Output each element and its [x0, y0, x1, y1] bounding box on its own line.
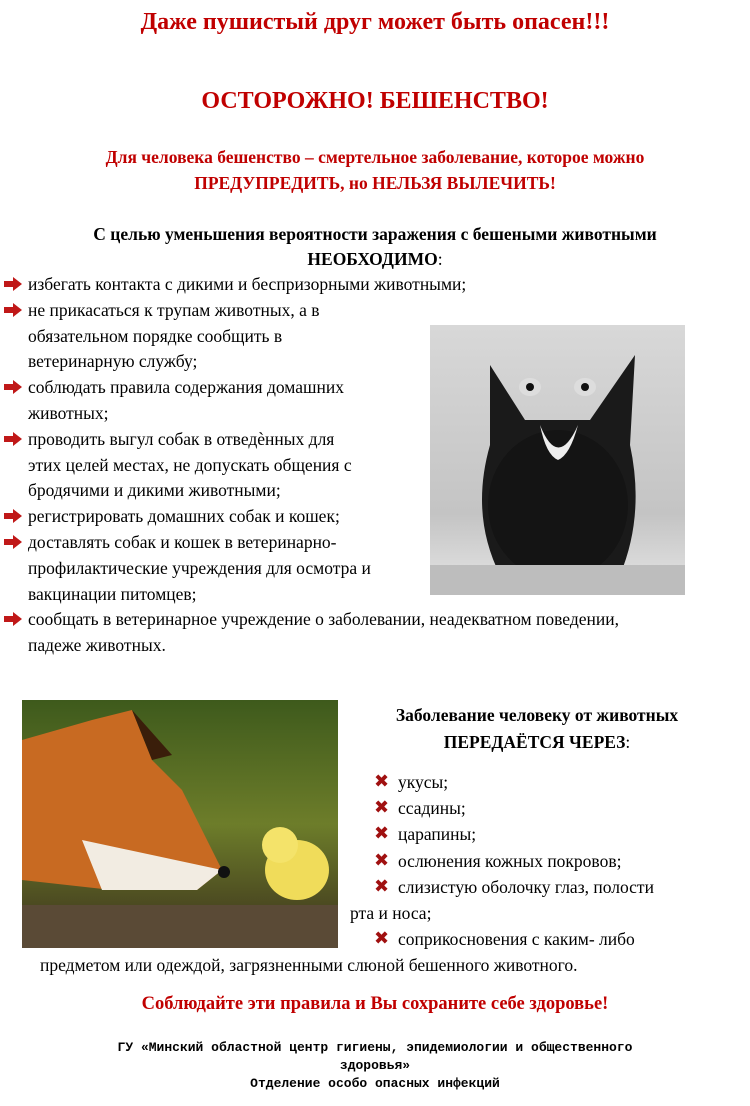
prevention-item-line: сообщать в ветеринарное учреждение о заболевании, неадекватном поведении, — [28, 609, 619, 630]
prevention-item-line: доставлять собак и кошек в ветеринарно- — [28, 532, 337, 552]
red-arrow-bullet-icon — [4, 535, 22, 549]
red-arrow-bullet-icon — [4, 509, 22, 523]
warning-heading: ОСТОРОЖНО! БЕШЕНСТВО! — [201, 88, 549, 114]
transmission-item: ссадины; — [398, 798, 466, 818]
prevention-item-line: ветеринарную службу; — [28, 351, 198, 372]
prevention-item-line: бродячими и дикими животными; — [28, 480, 281, 501]
red-x-bullet-icon: ✖ — [374, 928, 390, 949]
prevention-heading-line-1: С целью уменьшения вероятности заражения с бешеными животными — [93, 224, 657, 244]
transmission-heading-line-1: Заболевание человеку от животных — [395, 705, 679, 725]
prevention-item-line: проводить выгул собак в отведѐнных для — [28, 428, 335, 449]
red-x-bullet-icon: ✖ — [374, 771, 390, 792]
prevention-item-line: избегать контакта с дикими и беспризорными животными; — [28, 274, 467, 294]
prevention-item-line: регистрировать домашних собак и кошек; — [28, 506, 340, 527]
prevention-item-line: соблюдать правила содержания домашних — [28, 377, 344, 398]
red-x-bullet-icon: ✖ — [374, 797, 390, 818]
red-arrow-bullet-icon — [4, 277, 22, 291]
prevention-item-line: животных; — [28, 403, 109, 423]
prevention-item-line: обязательном порядке сообщить в — [28, 325, 283, 346]
prevention-item-line: профилактические учреждения для осмотра и — [28, 557, 371, 578]
prevention-heading-line-2: НЕОБХОДИМО: — [307, 249, 443, 269]
transmission-heading-line-2: ПЕРЕДАЁТСЯ ЧЕРЕЗ: — [443, 732, 631, 752]
transmission-continuation-1: рта и носа; — [350, 903, 432, 923]
transmission-continuation-2: предметом или одеждой, загрязненными слюной бешенного животного. — [40, 955, 578, 975]
prevention-item-line: падеже животных. — [28, 635, 166, 656]
transmission-item: ослюнения кожных покровов; — [398, 851, 622, 871]
transmission-item: укусы; — [398, 772, 449, 792]
red-arrow-bullet-icon — [4, 380, 22, 394]
transmission-item: соприкосновения с каким- либо — [398, 929, 635, 949]
red-arrow-bullet-icon — [4, 432, 22, 446]
transmission-item: слизистую оболочку глаз, полости — [398, 877, 654, 897]
subtitle-line-2: ПРЕДУПРЕДИТЬ, но НЕЛЬЗЯ ВЫЛЕЧИТЬ! — [194, 173, 556, 193]
subtitle-line-1: Для человека бешенство – смертельное заболевание, которое можно — [105, 147, 645, 167]
closing-message: Соблюдайте эти правила и Вы сохраните себе здоровье! — [141, 994, 609, 1014]
footer-line-3: Отделение особо опасных инфекций — [250, 1076, 500, 1091]
fox-and-chick-photo — [22, 700, 338, 948]
poster-title: Даже пушистый друг может быть опасен!!! — [140, 9, 610, 35]
prevention-item-line: вакцинации питомцев; — [28, 583, 197, 604]
red-arrow-bullet-icon — [4, 303, 22, 317]
footer-line-1: ГУ «Минский областной центр гигиены, эпидемиологии и общественного — [117, 1040, 633, 1055]
prevention-item-line: не прикасаться к трупам животных, а в — [28, 299, 320, 320]
red-x-bullet-icon: ✖ — [374, 876, 390, 897]
footer-line-2: здоровья» — [339, 1058, 411, 1073]
red-x-bullet-icon: ✖ — [374, 850, 390, 871]
red-x-bullet-icon: ✖ — [374, 823, 390, 844]
hissing-cat-photo — [430, 325, 685, 595]
prevention-item-line: этих целей местах, не допускать общения с — [28, 454, 352, 475]
red-arrow-bullet-icon — [4, 612, 22, 626]
transmission-item: царапины; — [398, 824, 477, 844]
